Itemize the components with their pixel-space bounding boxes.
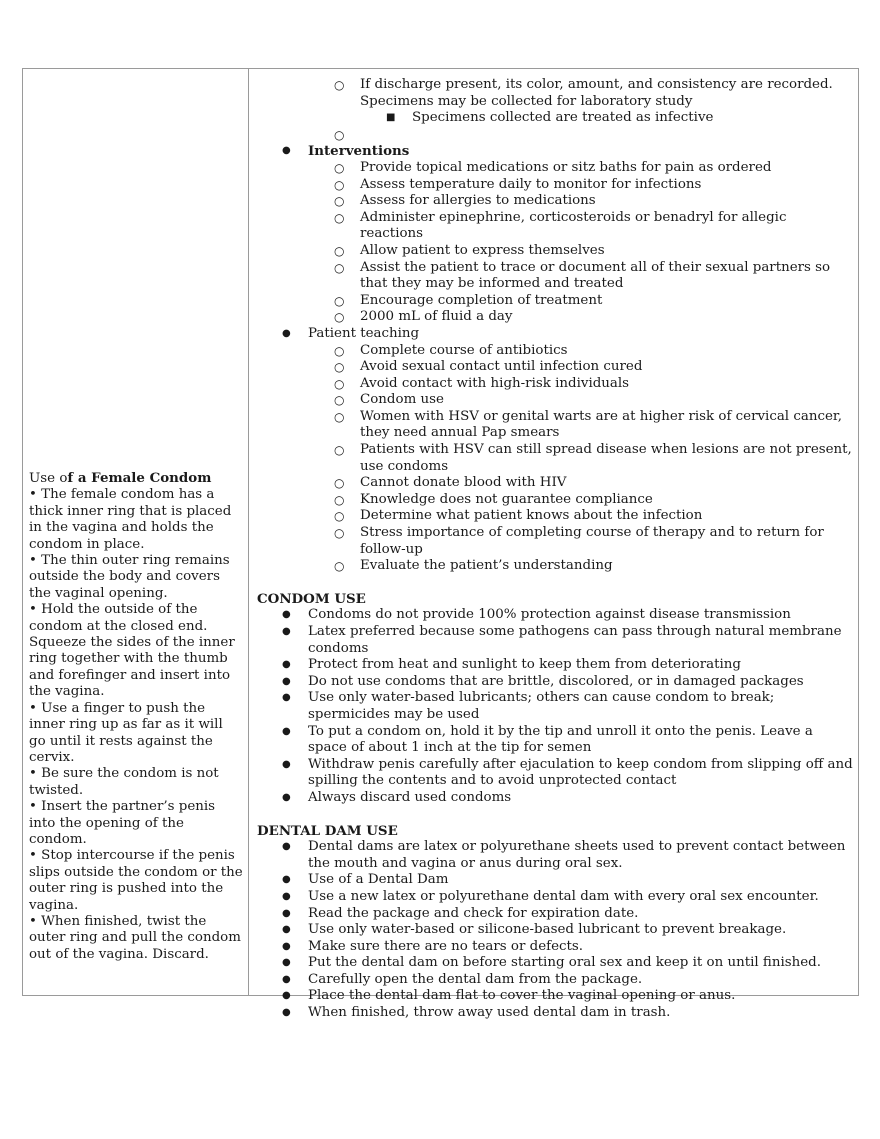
female-condom-step: • Use a finger to push the inner ring up as far as it will go until it rests against the cervix. <box>29 700 223 765</box>
list-item: ○ Stress importance of completing course of therapy and to return for follow-up <box>257 525 853 558</box>
female-condom-step: • The thin outer ring remains outside the body and covers the vaginal opening. <box>29 553 230 601</box>
list-item: ● Dental dams are latex or polyurethane sheets used to prevent contact between the mouth and vagina or anus during oral sex. <box>257 839 853 872</box>
list-item: ● Read the package and check for expiration date. <box>257 906 853 923</box>
patient-teaching-heading: ● Patient teaching <box>257 326 853 343</box>
list-item: ○ Assess for allergies to medications <box>257 193 853 210</box>
list-item: ○ Complete course of antibiotics <box>257 343 853 360</box>
right-column <box>249 69 858 1021</box>
list-item: ○ Administer epinephrine, corticosteroids or benadryl for allegic reactions <box>257 210 853 243</box>
list-item: ● Carefully open the dental dam from the package. <box>257 972 853 989</box>
list-item: ○ Condom use <box>257 392 853 409</box>
female-condom-step: • Stop intercourse if the penis slips outside the condom or the outer ring is pushed into the vagina. <box>29 848 243 913</box>
list-item: ● Use a new latex or polyurethane dental dam with every oral sex encounter. <box>257 889 853 906</box>
left-column <box>23 69 249 995</box>
list-item: ○ Patients with HSV can still spread disease when lesions are not present, use condoms <box>257 442 853 475</box>
list-item: ● Condoms do not provide 100% protection against disease transmission <box>257 607 853 624</box>
female-condom-step: • Insert the partner’s penis into the opening of the condom. <box>29 799 216 847</box>
female-condom-step: • Be sure the condom is not twisted. <box>29 766 219 798</box>
female-condom-section <box>29 470 243 963</box>
list-item: ● Use only water-based or silicone-based lubricant to prevent breakage. <box>257 922 853 939</box>
list-item: ○ Assist the patient to trace or document all of their sexual partners so that they may be informed and treated <box>257 260 853 293</box>
list-item: ● Do not use condoms that are brittle, discolored, or in damaged packages <box>257 674 853 691</box>
list-item: ○ Evaluate the patient’s understanding <box>257 558 853 575</box>
condom-use-heading: CONDOM USE <box>257 590 366 607</box>
interventions-list <box>257 143 853 160</box>
list-item: ○ Avoid contact with high-risk individuals <box>257 376 853 393</box>
list-item: ○ Assess temperature daily to monitor for infections <box>257 177 853 194</box>
patient-teaching-list <box>257 326 853 343</box>
list-item: ○ Cannot donate blood with HIV <box>257 475 853 492</box>
list-item: ● Use only water-based lubricants; others can cause condom to break; spermicides may be used <box>257 690 853 723</box>
empty-sublist <box>257 127 853 144</box>
list-item: ● To put a condom on, hold it by the tip and unroll it onto the penis. Leave a space of about 1 inch at the tip for semen <box>257 724 853 757</box>
list-item: ● Always discard used condoms <box>257 790 853 807</box>
female-condom-step: • When finished, twist the outer ring and pull the condom out of the vagina. Discard. <box>29 913 241 962</box>
list-item: ● Latex preferred because some pathogens can pass through natural membrane condoms <box>257 624 853 657</box>
interventions-items <box>257 160 853 326</box>
patient-teaching-items <box>257 343 853 575</box>
list-item: ● When finished, throw away used dental dam in trash. <box>257 1005 853 1022</box>
list-item: ○ 2000 mL of fluid a day <box>257 309 853 326</box>
female-condom-step: • The female condom has a thick inner ring that is placed in the vagina and holds the condom in place. <box>29 487 232 552</box>
female-condom-title: Use of a Female Condom <box>29 470 212 486</box>
content-table <box>22 68 859 1021</box>
list-item: ● Withdraw penis carefully after ejaculation to keep condom from slipping off and spilling the contents and to avoid unprotected contact <box>257 757 853 790</box>
list-item: ● Make sure there are no tears or defects. <box>257 939 853 956</box>
list-item: ● Place the dental dam flat to cover the vaginal opening or anus. <box>257 988 853 1005</box>
list-item: ○ Women with HSV or genital warts are at higher risk of cervical cancer, they need annual Pap smears <box>257 409 853 442</box>
dental-dam-list <box>257 839 853 1022</box>
list-item: ○ Determine what patient knows about the infection <box>257 508 853 525</box>
list-item: ○ Allow patient to express themselves <box>257 243 853 260</box>
dental-dam-heading: DENTAL DAM USE <box>257 822 398 839</box>
condom-use-list <box>257 607 853 806</box>
specimen-sublist <box>257 110 853 127</box>
list-item: ● Use of a Dental Dam <box>257 872 853 889</box>
assessment-list <box>257 77 853 110</box>
list-item: ○ Avoid sexual contact until infection cured <box>257 359 853 376</box>
list-item: ■ Specimens collected are treated as infective <box>257 110 853 127</box>
female-condom-step: • Hold the outside of the condom at the closed end. Squeeze the sides of the inner ring together with the thumb and forefinger and insert into the vagina. <box>29 602 235 700</box>
list-item: ● Put the dental dam on before starting oral sex and keep it on until finished. <box>257 955 853 972</box>
list-item: ○ Knowledge does not guarantee compliance <box>257 492 853 509</box>
list-item: ○ If discharge present, its color, amount, and consistency are recorded. Specimens may be collected for laboratory study <box>257 77 853 110</box>
interventions-heading: ● Interventions <box>257 143 853 160</box>
list-item: ○ Encourage completion of treatment <box>257 293 853 310</box>
right-column-text <box>257 77 853 1022</box>
list-item: ○ Provide topical medications or sitz baths for pain as ordered <box>257 160 853 177</box>
list-item: ● Protect from heat and sunlight to keep them from deteriorating <box>257 657 853 674</box>
empty-list-item <box>257 127 853 144</box>
